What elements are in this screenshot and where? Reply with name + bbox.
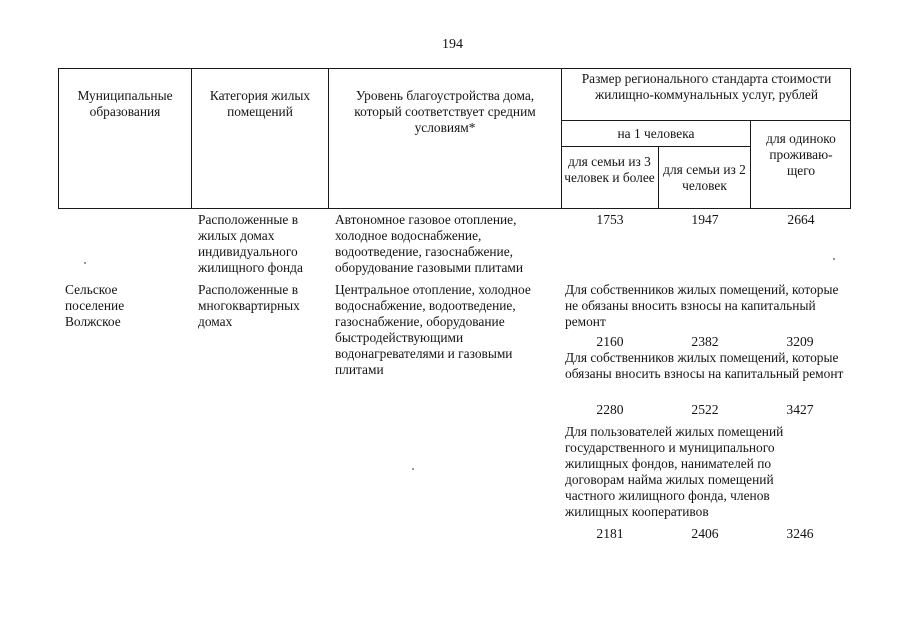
row1-amenities: Автономное газовое отопление, холодное водоснабжение, водоотведение, газоснабжение, оборудование газовыми плитами [335,212,524,275]
row1-value-family-2: 1947 [691,212,719,227]
municipality-name: Сельское поселение Волжское [65,282,125,329]
header-housing-category: Категория жилых помещений [209,88,311,119]
table-right-border [850,68,851,209]
header-amenity-level: Уровень благоустройства дома, который соответствует средним условиям* [354,88,536,135]
row2-group3-note: Для пользователей жилых помещений государственного и муниципального жилищных фондов, нанимателей по договорам найма жилых помещений частного жилищного фонда, членов жилищных кооперативов [565,424,784,519]
row2-group2-note: Для собственников жилых помещений, которые обязаны вносить взносы на капитальный ремонт [565,350,844,381]
row2-group1-value-family-2: 2382 [691,334,719,349]
col-divider-3 [561,68,562,209]
header-family-3-plus: для семьи из 3 человек и более [564,154,655,185]
page-number: 194 [442,37,463,52]
row1-value-family-3-plus: 1753 [596,212,624,227]
row2-amenities: Центральное отопление, холодное водоснабжение, водоотведение, газоснабжение, оборудование быстродействующими водонагревателями и газовыми плитами [335,282,531,377]
scan-speck [84,262,86,264]
row2-group3-value-single: 3246 [786,526,814,541]
row2-group3-value-family-3-plus: 2181 [596,526,624,541]
row2-group2-value-family-3-plus: 2280 [596,402,624,417]
row2-housing-category: Расположенные в многоквартирных домах [198,282,300,329]
table-left-border [58,68,59,209]
scan-speck [412,468,414,470]
header-municipality: Муниципальные образования [77,88,173,119]
header-divider-family [561,146,750,147]
col-divider-4 [658,146,659,209]
table-top-border [58,68,850,69]
col-divider-2 [328,68,329,209]
col-divider-5 [750,120,751,209]
header-per-person: на 1 человека [617,126,695,141]
row2-group1-value-single: 3209 [786,334,814,349]
row1-housing-category: Расположенные в жилых домах индивидуального жилищного фонда [198,212,303,275]
header-single: для одиноко проживаю-щего [766,131,836,178]
header-standard-size: Размер регионального стандарта стоимости жилищно-коммунальных услуг, рублей [581,71,832,102]
header-family-2: для семьи из 2 человек [663,162,746,193]
scan-speck [833,258,835,260]
col-divider-1 [191,68,192,209]
row2-group1-value-family-3-plus: 2160 [596,334,624,349]
row2-group2-value-single: 3427 [786,402,814,417]
row2-group3-value-family-2: 2406 [691,526,719,541]
row2-group1-note: Для собственников жилых помещений, которые не обязаны вносить взносы на капитальный ремонт [565,282,839,329]
row2-group2-value-family-2: 2522 [691,402,719,417]
header-divider-per-person [561,120,850,121]
header-bottom-border [58,208,850,209]
row1-value-single: 2664 [787,212,815,227]
